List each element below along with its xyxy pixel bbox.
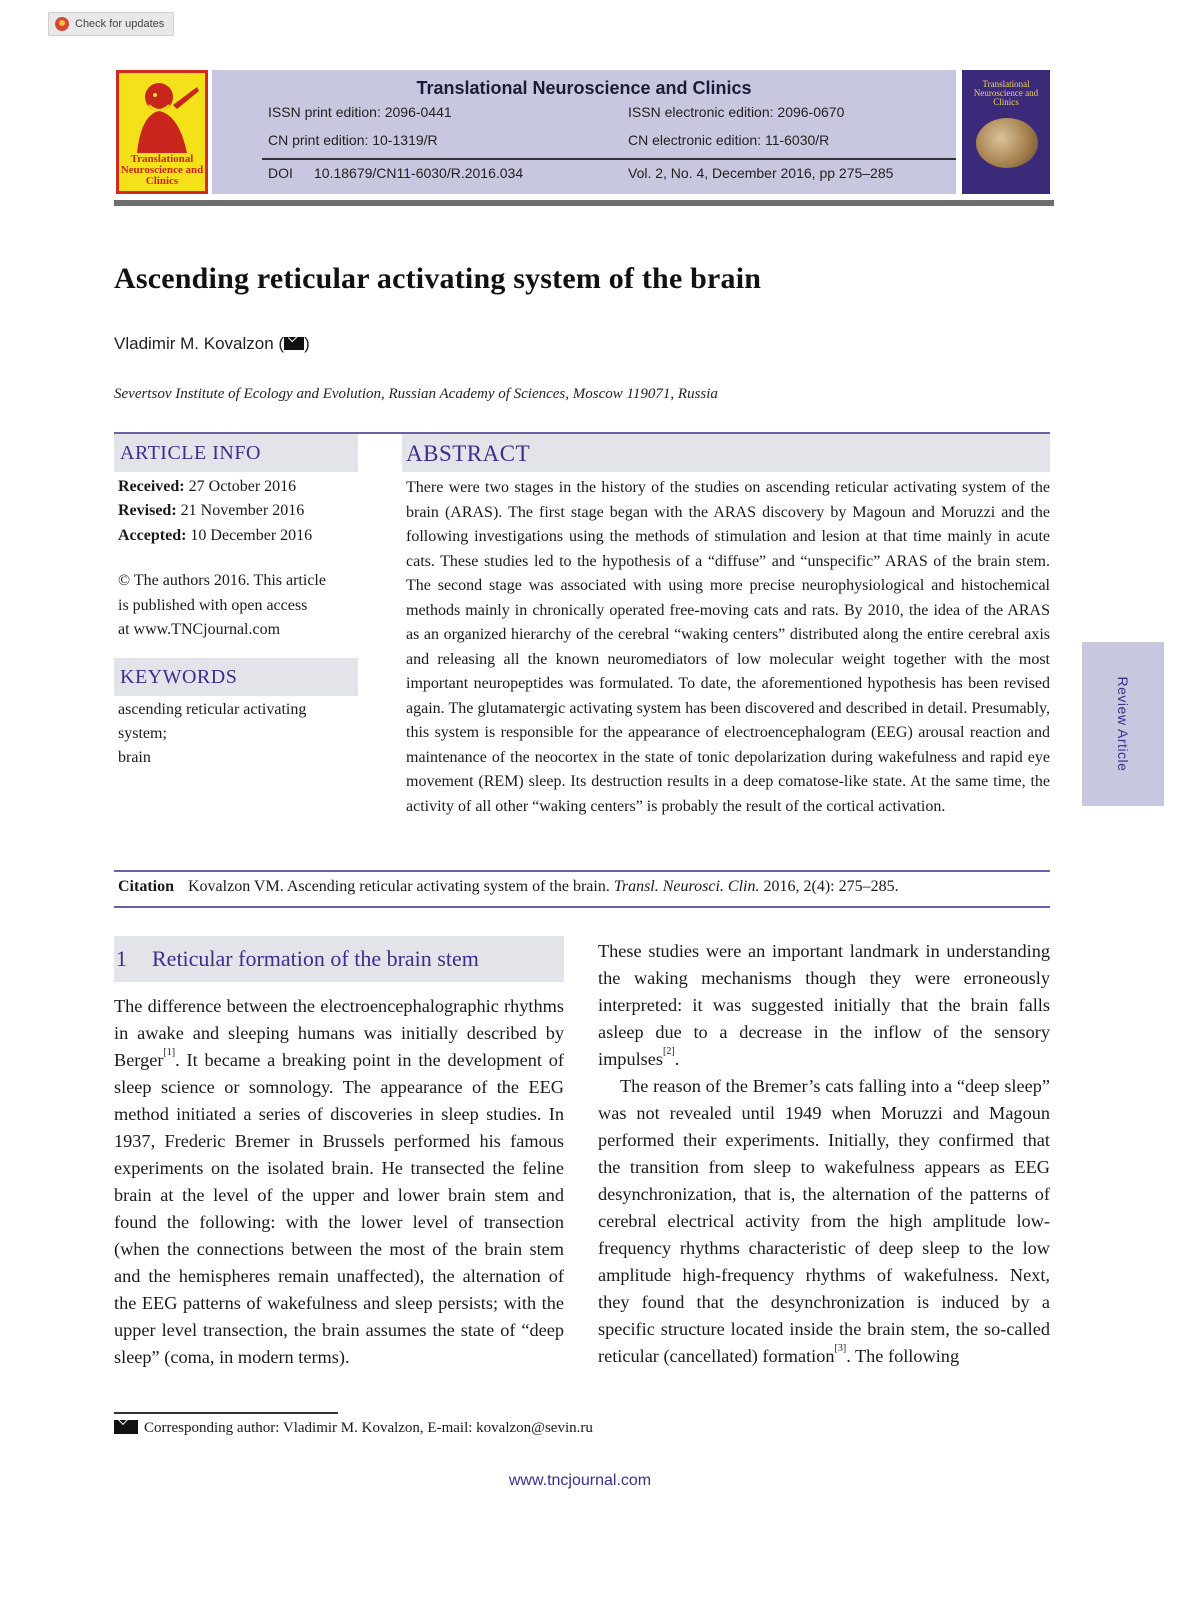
keyword-line-2: system; [118,725,167,742]
review-article-label: Review Article [1115,676,1131,772]
abstract-text: There were two stages in the history of the studies on ascending reticular activating system of the brain (ARAS). The first stage began with the ARAS discovery by Magoun and Moruzzi and the following investigations using the methods of stimulation and lesion at that time mainly in acute cats. These studies led to the hypothesis of a “diffuse” and “unspecific” ARAS of the brain stem. The second stage was associated with using more precise neurophysiological and histochemical methods mainly in chronically operated free-moving cats and rats. By 2010, the idea of the ARAS as an organized hierarchy of the cerebral “waking centers” distributed along the entire cerebral axis and releasing all the known neuromediators of low molecular weight together with the most important neuropeptides was formulated. To date, the aforementioned hypothesis has been revised again. The glutamatergic activating system has been discovered and described in detail. Presumably, this system is responsible for the appearance of electroencephalogram (EEG) arousal reaction and maintenance of the neocortex in the state of tonic depolarization during wakefulness and rapid eye movement (REM) sleep. Its destruction results in a deep comatose-like state. At the same time, the activity of all other “waking centers” is probably the result of the cortical activation. [406,479,1050,815]
citation-volume: 2016, 2(4): 275–285. [763,878,899,895]
cn-electronic: CN electronic edition: 11-6030/R [628,132,830,148]
paragraph-text: These studies were an important landmark in understanding the waking mechanisms though they were erroneously interpreted: it was suggested initially that the brain falls asleep due to a decrease in the inflow of the sensory impulses [598,941,1050,1069]
footnote-text: Corresponding author: Vladimir M. Kovalzon, E-mail: kovalzon@sevin.ru [144,1420,593,1436]
received-label: Received: [118,478,185,495]
paragraph-text: . It became a breaking point in the development of sleep science or somnology. The appearance of the EEG method initiated a series of discoveries in sleep studies. In 1937, Frederic Bremer in Brussels performed his famous experiments on the isolated brain. He transected the feline brain at the level of the upper and lower brain stem and found the following: with the lower level of transection (when the connections between the most of the brain stem and the hemispheres remain unaffected), the alternation of the EEG patterns of wakefulness and sleep persists; with the upper level transection, the brain assumes the state of “deep sleep” (coma, in modern terms). [114,1050,564,1367]
abstract-heading: ABSTRACT [402,434,1050,472]
check-for-updates-button[interactable] [48,12,174,36]
crossmark-icon [55,17,69,31]
reference-link[interactable]: [1] [163,1047,176,1058]
volume-info: Vol. 2, No. 4, December 2016, pp 275–285 [628,165,894,181]
received-line [118,475,296,499]
accepted-label: Accepted: [118,527,187,544]
section-number: 1 [116,946,127,971]
author-name: Vladimir M. Kovalzon [114,334,274,353]
citation-text: Kovalzon VM. Ascending reticular activating system of the brain. [188,878,610,895]
section-1-heading [114,936,564,982]
header-divider [262,158,956,160]
cover-title: Translational Neuroscience and Clinics [973,79,1039,107]
paragraph-text: . The following [846,1346,960,1366]
logo-figure-icon [119,75,205,155]
copyright-line-2: is published with open access [118,597,308,614]
article-info-heading: ARTICLE INFO [114,434,358,472]
revised-line [118,499,304,523]
reference-link[interactable]: [2] [663,1046,675,1057]
envelope-icon[interactable] [284,337,304,350]
journal-name: Translational Neuroscience and Clinics [416,78,752,98]
author-line: Vladimir M. Kovalzon ( ) [114,334,310,353]
footnote [114,1420,593,1437]
issn-electronic: ISSN electronic edition: 2096-0670 [628,104,845,120]
accepted-date: 10 December 2016 [190,527,313,544]
reference-link[interactable]: [3] [834,1343,847,1354]
revised-label: Revised: [118,502,177,519]
copyright-line-1: © The authors 2016. This article [118,572,326,589]
keywords-heading: KEYWORDS [114,658,358,696]
doi-label: DOI [268,165,293,181]
journal-logo [116,70,208,194]
received-date: 27 October 2016 [188,478,297,495]
cn-print: CN print edition: 10-1319/R [268,132,438,148]
citation [118,878,1058,896]
citation-journal: Transl. Neurosci. Clin. [613,878,760,895]
envelope-icon [114,1420,138,1434]
section-title: Reticular formation of the brain stem [152,946,479,971]
paragraph [598,1073,1050,1370]
issn-print: ISSN print edition: 2096-0441 [268,104,452,120]
citation-bottom-rule [114,906,1050,908]
accepted-line [118,524,312,548]
citation-top-rule [114,870,1050,872]
revised-date: 21 November 2016 [180,502,305,519]
footnote-rule [114,1412,338,1414]
article-title: Ascending reticular activating system of the brain [114,262,762,295]
check-updates-label: Check for updates [75,18,165,30]
body-column-left [114,993,564,1371]
header-bottom-bar [114,200,1054,206]
doi-link[interactable]: 10.18679/CN11-6030/R.2016.034 [314,165,524,181]
brain-image [976,118,1038,168]
paragraph-text: The reason of the Bremer’s cats falling into a “deep sleep” was not revealed until 1949 when Moruzzi and Magoun performed their experiments. Initially, they confirmed that the transition from sleep to wakefulness appears as EEG desynchronization, that is, the alternation of the patterns of cerebral electrical activity from the high amplitude low-frequency rhythms characteristic of deep sleep to the low amplitude high-frequency rhythms of wakefulness. Next, they found that the desynchronization is induced by a specific structure located inside the brain stem, the so-called reticular (cancellated) formation [598,1076,1050,1366]
keyword-line-3: brain [118,749,151,766]
journal-cover-image [962,70,1050,194]
footer-link[interactable]: www.tncjournal.com [508,1472,652,1489]
body-column-right [598,938,1050,1370]
citation-label: Citation [118,878,174,895]
logo-text: Translational Neuroscience and Clinics [120,153,204,187]
affiliation: Severtsov Institute of Ecology and Evolution, Russian Academy of Sciences, Moscow 119071, Russia [114,386,718,402]
keyword-line-1: ascending reticular activating [118,701,307,718]
copyright-line-3[interactable]: at www.TNCjournal.com [118,621,281,638]
paragraph-text: . [674,1049,680,1069]
paragraph [114,993,564,1371]
paragraph [598,938,1050,1073]
review-article-tab [1082,642,1164,806]
paragraph-text: The difference between the electroencephalographic rhythms in awake and sleeping humans was initially described by Berger [114,996,564,1070]
